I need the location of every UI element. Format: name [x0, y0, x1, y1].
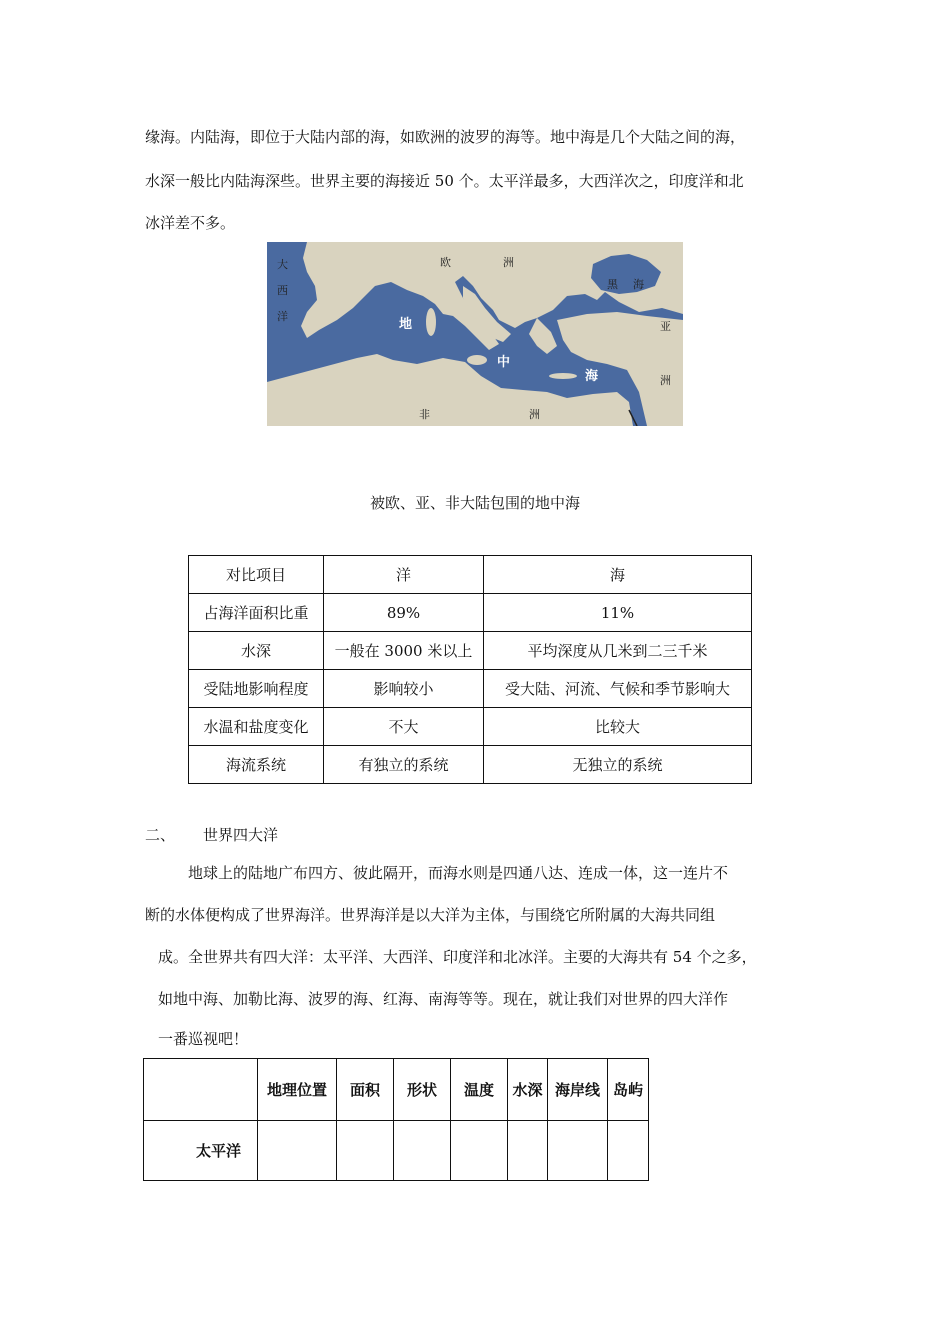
oceans-header-cell	[144, 1059, 258, 1121]
table-row	[189, 632, 752, 670]
intro-line-3: 冰洋差不多。	[145, 214, 236, 232]
map-label-black-sea-1: 黑	[607, 278, 618, 291]
table-cell: 影响较小	[324, 670, 484, 708]
oceans-header-cell: 海岸线	[548, 1059, 608, 1121]
map-label-black-sea-2: 海	[633, 278, 644, 291]
oceans-header-cell: 岛屿	[608, 1059, 649, 1121]
table-header-row	[189, 556, 752, 594]
table-cell: 海流系统	[189, 746, 324, 784]
oceans-cell	[258, 1121, 337, 1181]
table-cell: 一般在 3000 米以上	[324, 632, 484, 670]
crete	[549, 373, 577, 379]
table-cell: 占海洋面积比重	[189, 594, 324, 632]
sicily	[467, 355, 487, 365]
oceans-cell	[508, 1121, 548, 1181]
oceans-header-cell: 温度	[451, 1059, 508, 1121]
section2-line-3: 成。全世界共有四大洋：太平洋、大西洋、印度洋和北冰洋。主要的大海共有 54 个之多，	[158, 948, 757, 966]
table-header-cell: 海	[484, 556, 752, 594]
table-row	[189, 670, 752, 708]
table-cell: 水深	[189, 632, 324, 670]
map-label-asia-1: 亚	[660, 320, 671, 333]
section2-line-2: 断的水体便构成了世界海洋。世界海洋是以大洋为主体，与围绕它所附属的大海共同组	[145, 906, 716, 924]
oceans-header-cell: 形状	[394, 1059, 451, 1121]
oceans-row	[144, 1121, 649, 1181]
section2-line-5: 一番巡视吧！	[158, 1030, 249, 1048]
oceans-cell	[548, 1121, 608, 1181]
corsica-sardinia	[426, 308, 436, 336]
oceans-cell	[608, 1121, 649, 1181]
map-label-asia-2: 洲	[660, 374, 671, 387]
map-label-africa-1: 非	[419, 408, 430, 421]
table-cell: 无独立的系统	[484, 746, 752, 784]
map-label-atlantic-3: 洋	[277, 310, 288, 323]
oceans-cell	[451, 1121, 508, 1181]
section-title: 世界四大洋	[203, 826, 279, 844]
table-cell: 比较大	[484, 708, 752, 746]
table-row	[189, 746, 752, 784]
section2-line-1: 地球上的陆地广布四方、彼此隔开，而海水则是四通八达、连成一体，这一连片不	[188, 864, 729, 882]
table-cell: 受大陆、河流、气候和季节影响大	[484, 670, 752, 708]
table-cell: 平均深度从几米到二三千米	[484, 632, 752, 670]
map-label-med-3: 海	[585, 369, 599, 384]
map-label-atlantic-2: 西	[277, 284, 288, 297]
intro-line-2: 水深一般比内陆海深些。世界主要的海接近 50 个。太平洋最多，大西洋次之，印度洋和北	[145, 172, 744, 190]
cyprus	[628, 359, 642, 365]
table-cell: 受陆地影响程度	[189, 670, 324, 708]
oceans-header-cell: 面积	[337, 1059, 394, 1121]
oceans-header-cell: 地理位置	[258, 1059, 337, 1121]
map-caption: 被欧、亚、非大陆包围的地中海	[369, 494, 580, 512]
mediterranean-map	[267, 242, 683, 426]
intro-line-1: 缘海。内陆海，即位于大陆内部的海，如欧洲的波罗的海等。地中海是几个大陆之间的海，	[145, 128, 746, 146]
table-cell: 89%	[324, 594, 484, 632]
map-label-atlantic-1: 大	[277, 258, 288, 271]
table-header-cell: 对比项目	[189, 556, 324, 594]
table-row	[189, 708, 752, 746]
oceans-cell	[394, 1121, 451, 1181]
map-label-med-2: 中	[497, 355, 511, 370]
table-header-cell: 洋	[324, 556, 484, 594]
oceans-header-row	[144, 1059, 649, 1121]
oceans-header-cell: 水深	[508, 1059, 548, 1121]
table-cell: 11%	[484, 594, 752, 632]
table-row	[189, 594, 752, 632]
four-oceans-table	[143, 1058, 649, 1181]
oceans-row-label: 太平洋	[144, 1121, 258, 1181]
section-heading	[145, 824, 278, 845]
map-label-europe-1: 欧	[440, 256, 451, 269]
table-cell: 有独立的系统	[324, 746, 484, 784]
oceans-cell	[337, 1121, 394, 1181]
map-label-africa-2: 洲	[529, 408, 540, 421]
table-cell: 不大	[324, 708, 484, 746]
ocean-sea-comparison-table	[188, 555, 752, 784]
table-cell: 水温和盐度变化	[189, 708, 324, 746]
map-label-europe-2: 洲	[503, 256, 514, 269]
section2-line-4: 如地中海、加勒比海、波罗的海、红海、南海等等。现在，就让我们对世界的四大洋作	[158, 990, 729, 1008]
map-label-med-1: 地	[399, 317, 413, 332]
section-number: 二、	[145, 826, 176, 844]
